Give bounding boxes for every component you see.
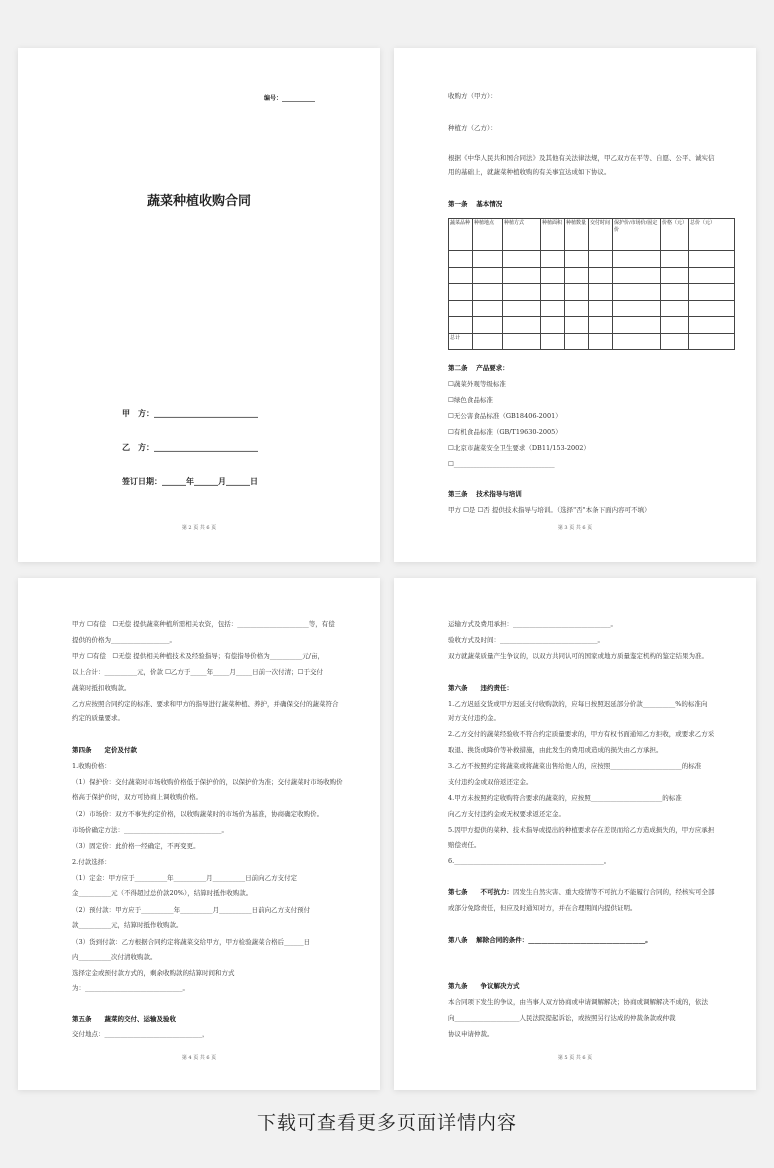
article-7-heading: 第七条 不可抗力： [448, 888, 513, 896]
table-header: 蔬菜品种 [449, 219, 473, 251]
page-footer: 第 5 页 共 6 页 [557, 1055, 593, 1061]
body-line: 甲方 ☐有偿 ☐无偿 提供相关种植技术及经验指导；有偿指导价格为__________元/亩， [72, 652, 324, 660]
requirement-option: ☐有机食品标准（GB/T19630-2005） [448, 428, 562, 436]
body-line: 对方支付违约金。 [448, 714, 500, 722]
table-header: 种植地点 [473, 219, 503, 251]
article-9-heading: 第九条 争议解决方式 [448, 982, 520, 990]
body-line: 向____________________人民法院提起诉讼，或按照另行达成的仲裁条款或仲裁 [448, 1014, 676, 1022]
page-footer: 第 2 页 共 6 页 [181, 525, 217, 531]
page-footer: 第 4 页 共 6 页 [181, 1055, 217, 1061]
sign-date-line: 签订日期：______年______月______日 [122, 477, 258, 486]
table-row [449, 300, 735, 317]
requirement-option: ☐北京市蔬菜安全卫生要求（DB11/153-2002） [448, 444, 590, 452]
body-line: 运输方式及费用承担：______________________________。 [448, 620, 617, 628]
cover-page [18, 48, 380, 562]
body-line: 乙方应按照合同约定的标准、要求和甲方的指导进行蔬菜种植、养护，并确保交付的蔬菜符合 [72, 700, 339, 708]
contract-title: 蔬菜种植收购合同 [146, 194, 251, 209]
body-line: 选择定金或预付款方式的，剩余收购款的结算时间和方式 [72, 969, 235, 977]
body-line: 取退、换货或降价等补救措施，由此发生的费用或造成的损失由乙方承担。 [448, 746, 663, 754]
body-line: （1）保护价：交付蔬菜时市场收购价格低于保护价的，以保护价为准；交付蔬菜时市场收购价 [72, 778, 343, 786]
table-row [449, 267, 735, 284]
table-header: 种植方式 [503, 219, 541, 251]
buyer-line: 收购方（甲方）： [448, 92, 497, 100]
table-row [449, 284, 735, 301]
body-line: 赔偿责任。 [448, 841, 481, 849]
body-line: 1.收购价格： [72, 762, 111, 770]
table-header: 保护价/市场价/固定价 [613, 219, 661, 251]
table-header: 总价（元） [689, 219, 735, 251]
article-2-heading: 第二条 产品要求： [448, 364, 509, 372]
article-4-heading: 第四条 定价及付款 [72, 746, 137, 754]
page-pricing [18, 578, 380, 1090]
body-line: 4.甲方未按照约定收购符合要求的蔬菜的，应按照______________________的标准 [448, 794, 682, 802]
table-header: 交付时间 [589, 219, 613, 251]
body-line: 提供的价格为__________________。 [72, 636, 176, 644]
body-line: 金__________元（不得超过总价款20%），结算时抵作收购款。 [72, 889, 253, 897]
body-line: 蔬菜时抵扣收购款。 [72, 684, 131, 692]
body-line: 内__________次付清收购款。 [72, 953, 157, 961]
article-1-heading: 第一条 基本情况 [448, 200, 503, 208]
body-line: 格高于保护价时，双方可协商上调收购价格。 [72, 793, 202, 801]
body-line: 协议申请仲裁。 [448, 1030, 494, 1038]
page-footer: 第 3 页 共 6 页 [557, 525, 593, 531]
table-row [449, 251, 735, 268]
body-line: 或部分免除责任，但应及时通知对方，并在合理期间内提供证明。 [448, 904, 637, 912]
table-total-row [449, 333, 735, 350]
article-7-text: 因发生自然灾害、重大疫情等不可抗力不能履行合同的，经核实可全部 [513, 888, 715, 896]
preamble-line: 根据《中华人民共和国合同法》及其他有关法律法规，甲乙双方在平等、自愿、公平、诚实信 [448, 154, 715, 162]
body-line: 为：______________________________。 [72, 984, 189, 992]
body-line: （3）固定价：此价格一经确定，不再变更。 [72, 842, 200, 850]
table-row [449, 317, 735, 334]
article-8-heading: 第八条 解除合同的条件：____________________________________。 [448, 936, 652, 944]
body-line: 3.乙方不按照约定将蔬菜或将蔬菜出售给他人的，应按照______________________的标准 [448, 762, 702, 770]
body-line: 5.因甲方提供的菜种、技术指导或提出的种植要求存在差误而给乙方造成损失的，甲方应承担 [448, 826, 715, 834]
table-total-label: 总计 [449, 333, 473, 350]
body-line: （2）预付款：甲方应于__________年__________月__________日前向乙方支付预付 [72, 906, 311, 914]
article-6-heading: 第六条 违约责任： [448, 684, 513, 692]
body-line: 约定的质量要求。 [72, 714, 124, 722]
table-header: 种植数量 [565, 219, 589, 251]
requirement-option: ☐_______________________________ [448, 460, 555, 468]
basic-info-table [448, 218, 735, 350]
requirement-option: ☐绿色食品标准 [448, 396, 493, 404]
body-line: 双方就蔬菜质量产生争议的，以双方共同认可的国家或地方质量鉴定机构的鉴定结果为准。 [448, 652, 708, 660]
body-line: （3）货到付款：乙方根据合同约定将蔬菜交给甲方，甲方检验蔬菜合格后______日 [72, 938, 311, 946]
download-caption: 下载可查看更多页面详情内容 [256, 1112, 517, 1134]
party-a-line: 甲 方：__________________________ [122, 409, 258, 418]
body-line: 2.付款选择： [72, 858, 111, 866]
body-line: 以上合计：__________元，价款 ☐乙方于_____年_____月_____日前一次付清；☐于交付 [72, 668, 323, 676]
body-line: 向乙方支付违约金或无权要求返还定金。 [448, 810, 565, 818]
table-header: 价格（元） [661, 219, 689, 251]
requirement-option: ☐无公害食品标准（GB18406-2001） [448, 412, 562, 420]
body-line: 6.______________________________________________。 [448, 857, 611, 865]
body-line: 验收方式及时间：______________________________。 [448, 636, 604, 644]
party-b-line: 乙 方：__________________________ [122, 443, 258, 452]
page-basic-info [394, 48, 756, 562]
body-line: （1）定金：甲方应于__________年__________月__________日前向乙方支付定 [72, 874, 298, 882]
body-line: 1.乙方迟延交货或甲方迟延支付收购款的，应每日按照迟延部分价款__________%的标准向 [448, 700, 708, 708]
body-line: 甲方 ☐有偿 ☐无偿 提供蔬菜种植所需相关农资，包括：______________________等，有偿 [72, 620, 335, 628]
page-liability [394, 578, 756, 1090]
body-line: 市场价确定方法：______________________________。 [72, 826, 228, 834]
article-3-heading: 第三条 技术指导与培训 [448, 490, 522, 498]
body-line: 支付违约金或双倍返还定金。 [448, 778, 533, 786]
body-line: 本合同项下发生的争议，由当事人双方协商或申请调解解决；协商或调解解决不成的，依法 [448, 998, 708, 1006]
article-7-line [448, 888, 715, 896]
body-line: （2）市场价：双方不事先约定价格，以收购蔬菜时的市场价为基准，协商确定收购价。 [72, 810, 324, 818]
table-header: 种植面积 [541, 219, 565, 251]
body-line: 交付地点：______________________________， [72, 1030, 209, 1038]
article-5-heading: 第五条 蔬菜的交付、运输及验收 [72, 1015, 176, 1023]
contract-number: 编号：___________ [264, 95, 316, 102]
body-line: 2.乙方交付的蔬菜经验收不符合约定质量要求的，甲方有权书面通知乙方拒收，或要求乙方采 [448, 730, 715, 738]
body-line: 款__________元，结算时抵作收购款。 [72, 921, 183, 929]
requirement-option: ☐蔬菜外观等级标准 [448, 380, 506, 388]
article-3-text: 甲方 ☐是 ☐否 提供技术指导与培训。（选择"否"本条下面内容可不填） [448, 506, 651, 514]
grower-line: 种植方（乙方）： [448, 124, 497, 132]
preamble-line: 用的基础上，就蔬菜种植收购的有关事宜达成如下协议。 [448, 168, 611, 176]
